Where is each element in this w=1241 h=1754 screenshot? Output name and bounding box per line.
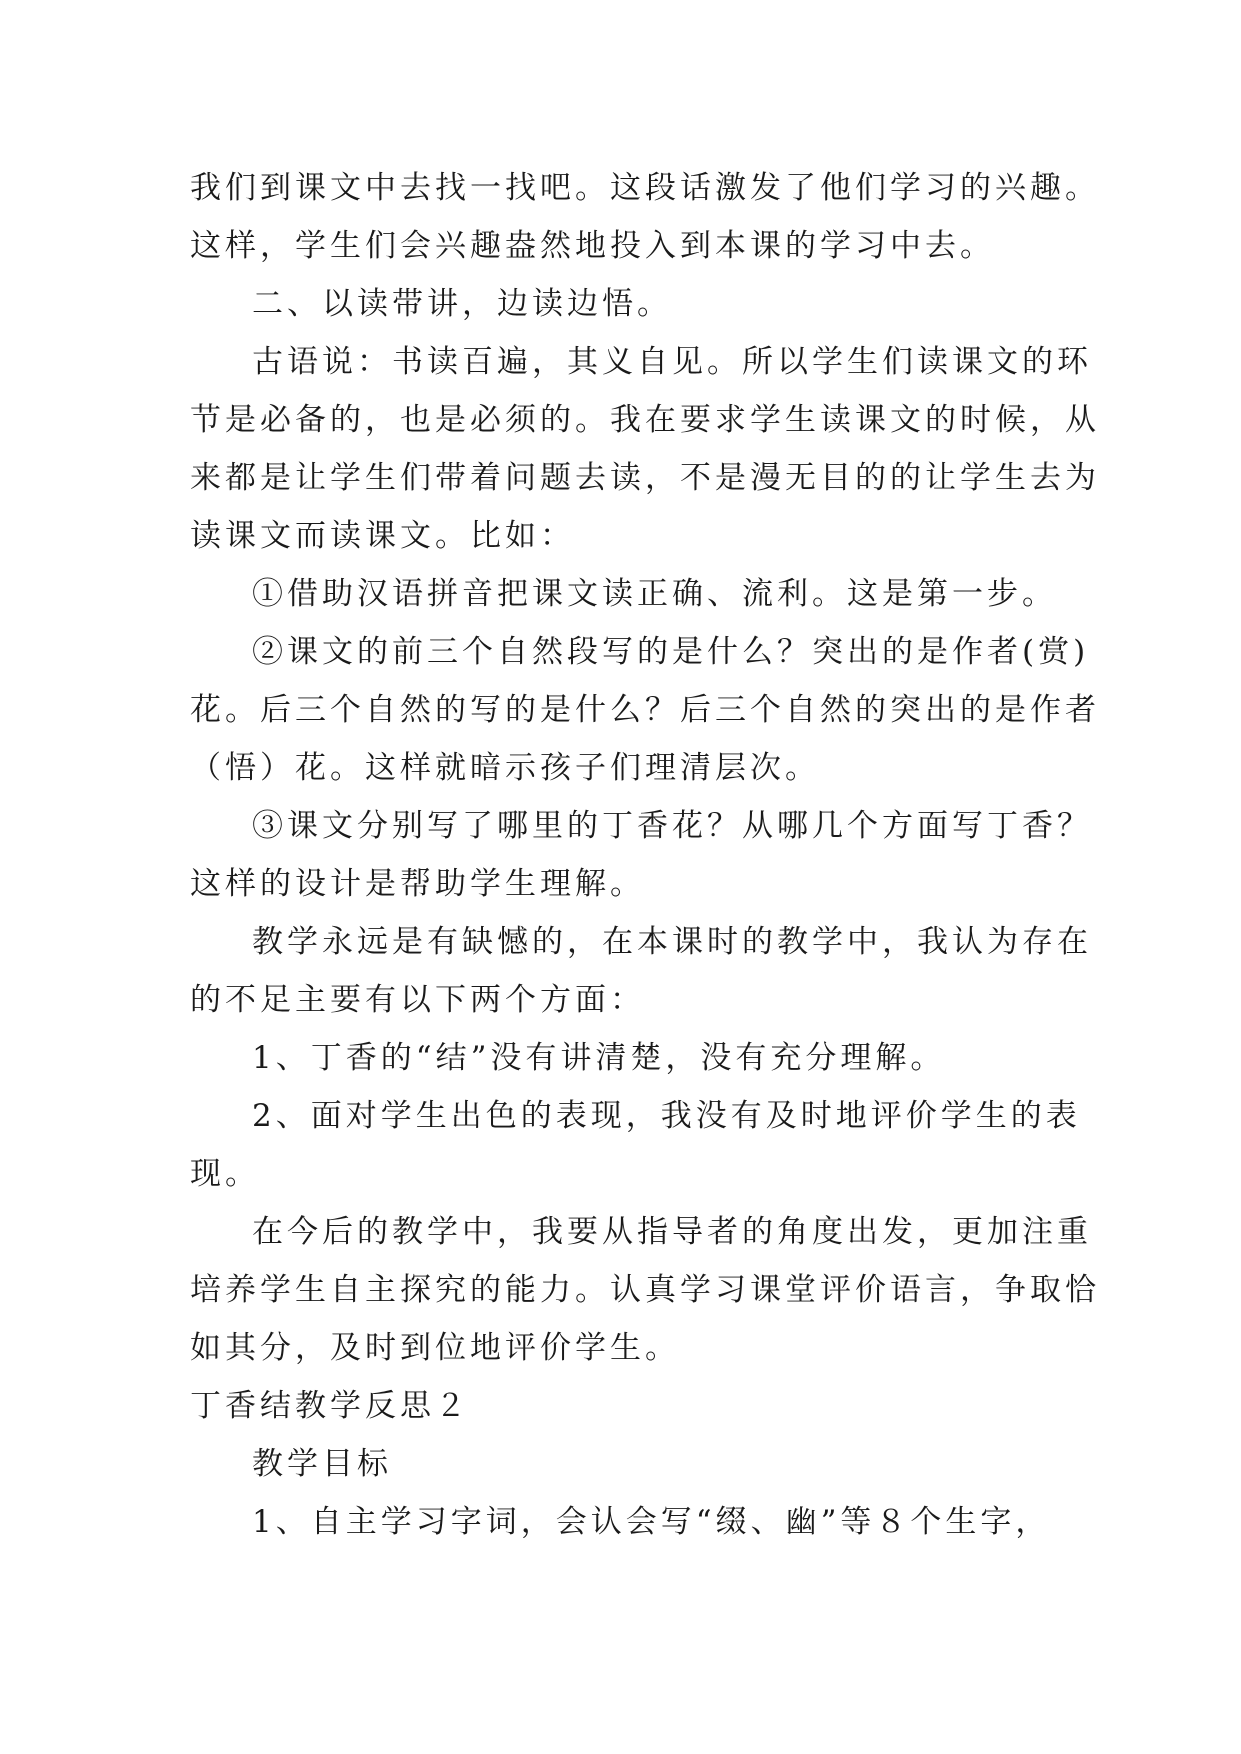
section-heading: 二、以读带讲，边读边悟。 xyxy=(252,286,672,322)
paragraph-line: 我们到课文中去找一找吧。这段话激发了他们学习的兴趣。 xyxy=(190,170,1100,206)
paragraph-line: 在今后的教学中，我要从指导者的角度出发，更加注重 xyxy=(252,1214,1092,1250)
paragraph-line: 这样，学生们会兴趣盎然地投入到本课的学习中去。 xyxy=(190,228,995,264)
list-item: ②课文的前三个自然段写的是什么？突出的是作者(赏) xyxy=(252,634,1090,670)
list-item: ③课文分别写了哪里的丁香花？从哪几个方面写丁香？ xyxy=(252,808,1092,844)
paragraph-line: 花。后三个自然的写的是什么？后三个自然的突出的是作者 xyxy=(190,692,1100,728)
paragraph-line: 现。 xyxy=(190,1156,260,1192)
section-title: 丁香结教学反思２ xyxy=(190,1388,470,1424)
paragraph-line: 的不足主要有以下两个方面： xyxy=(190,982,645,1018)
paragraph-line: 节是必备的，也是必须的。我在要求学生读课文的时候，从 xyxy=(190,402,1100,438)
paragraph-line: 培养学生自主探究的能力。认真学习课堂评价语言，争取恰 xyxy=(190,1272,1100,1308)
list-item: 1、自主学习字词，会认会写“缀、幽”等８个生字， xyxy=(252,1504,1051,1540)
list-item: 2、面对学生出色的表现，我没有及时地评价学生的表 xyxy=(252,1098,1081,1134)
paragraph-line: 如其分，及时到位地评价学生。 xyxy=(190,1330,680,1366)
paragraph-line: 古语说：书读百遍，其义自见。所以学生们读课文的环 xyxy=(252,344,1092,380)
list-item: ①借助汉语拼音把课文读正确、流利。这是第一步。 xyxy=(252,576,1057,612)
paragraph-line: 这样的设计是帮助学生理解。 xyxy=(190,866,645,902)
subheading: 教学目标 xyxy=(252,1446,392,1482)
paragraph-line: 来都是让学生们带着问题去读，不是漫无目的的让学生去为 xyxy=(190,460,1100,496)
paragraph-line: （悟）花。这样就暗示孩子们理清层次。 xyxy=(190,750,820,786)
paragraph-line: 教学永远是有缺憾的，在本课时的教学中，我认为存在 xyxy=(252,924,1092,960)
paragraph-line: 读课文而读课文。比如： xyxy=(190,518,575,554)
list-item: 1、丁香的“结”没有讲清楚，没有充分理解。 xyxy=(252,1040,946,1076)
